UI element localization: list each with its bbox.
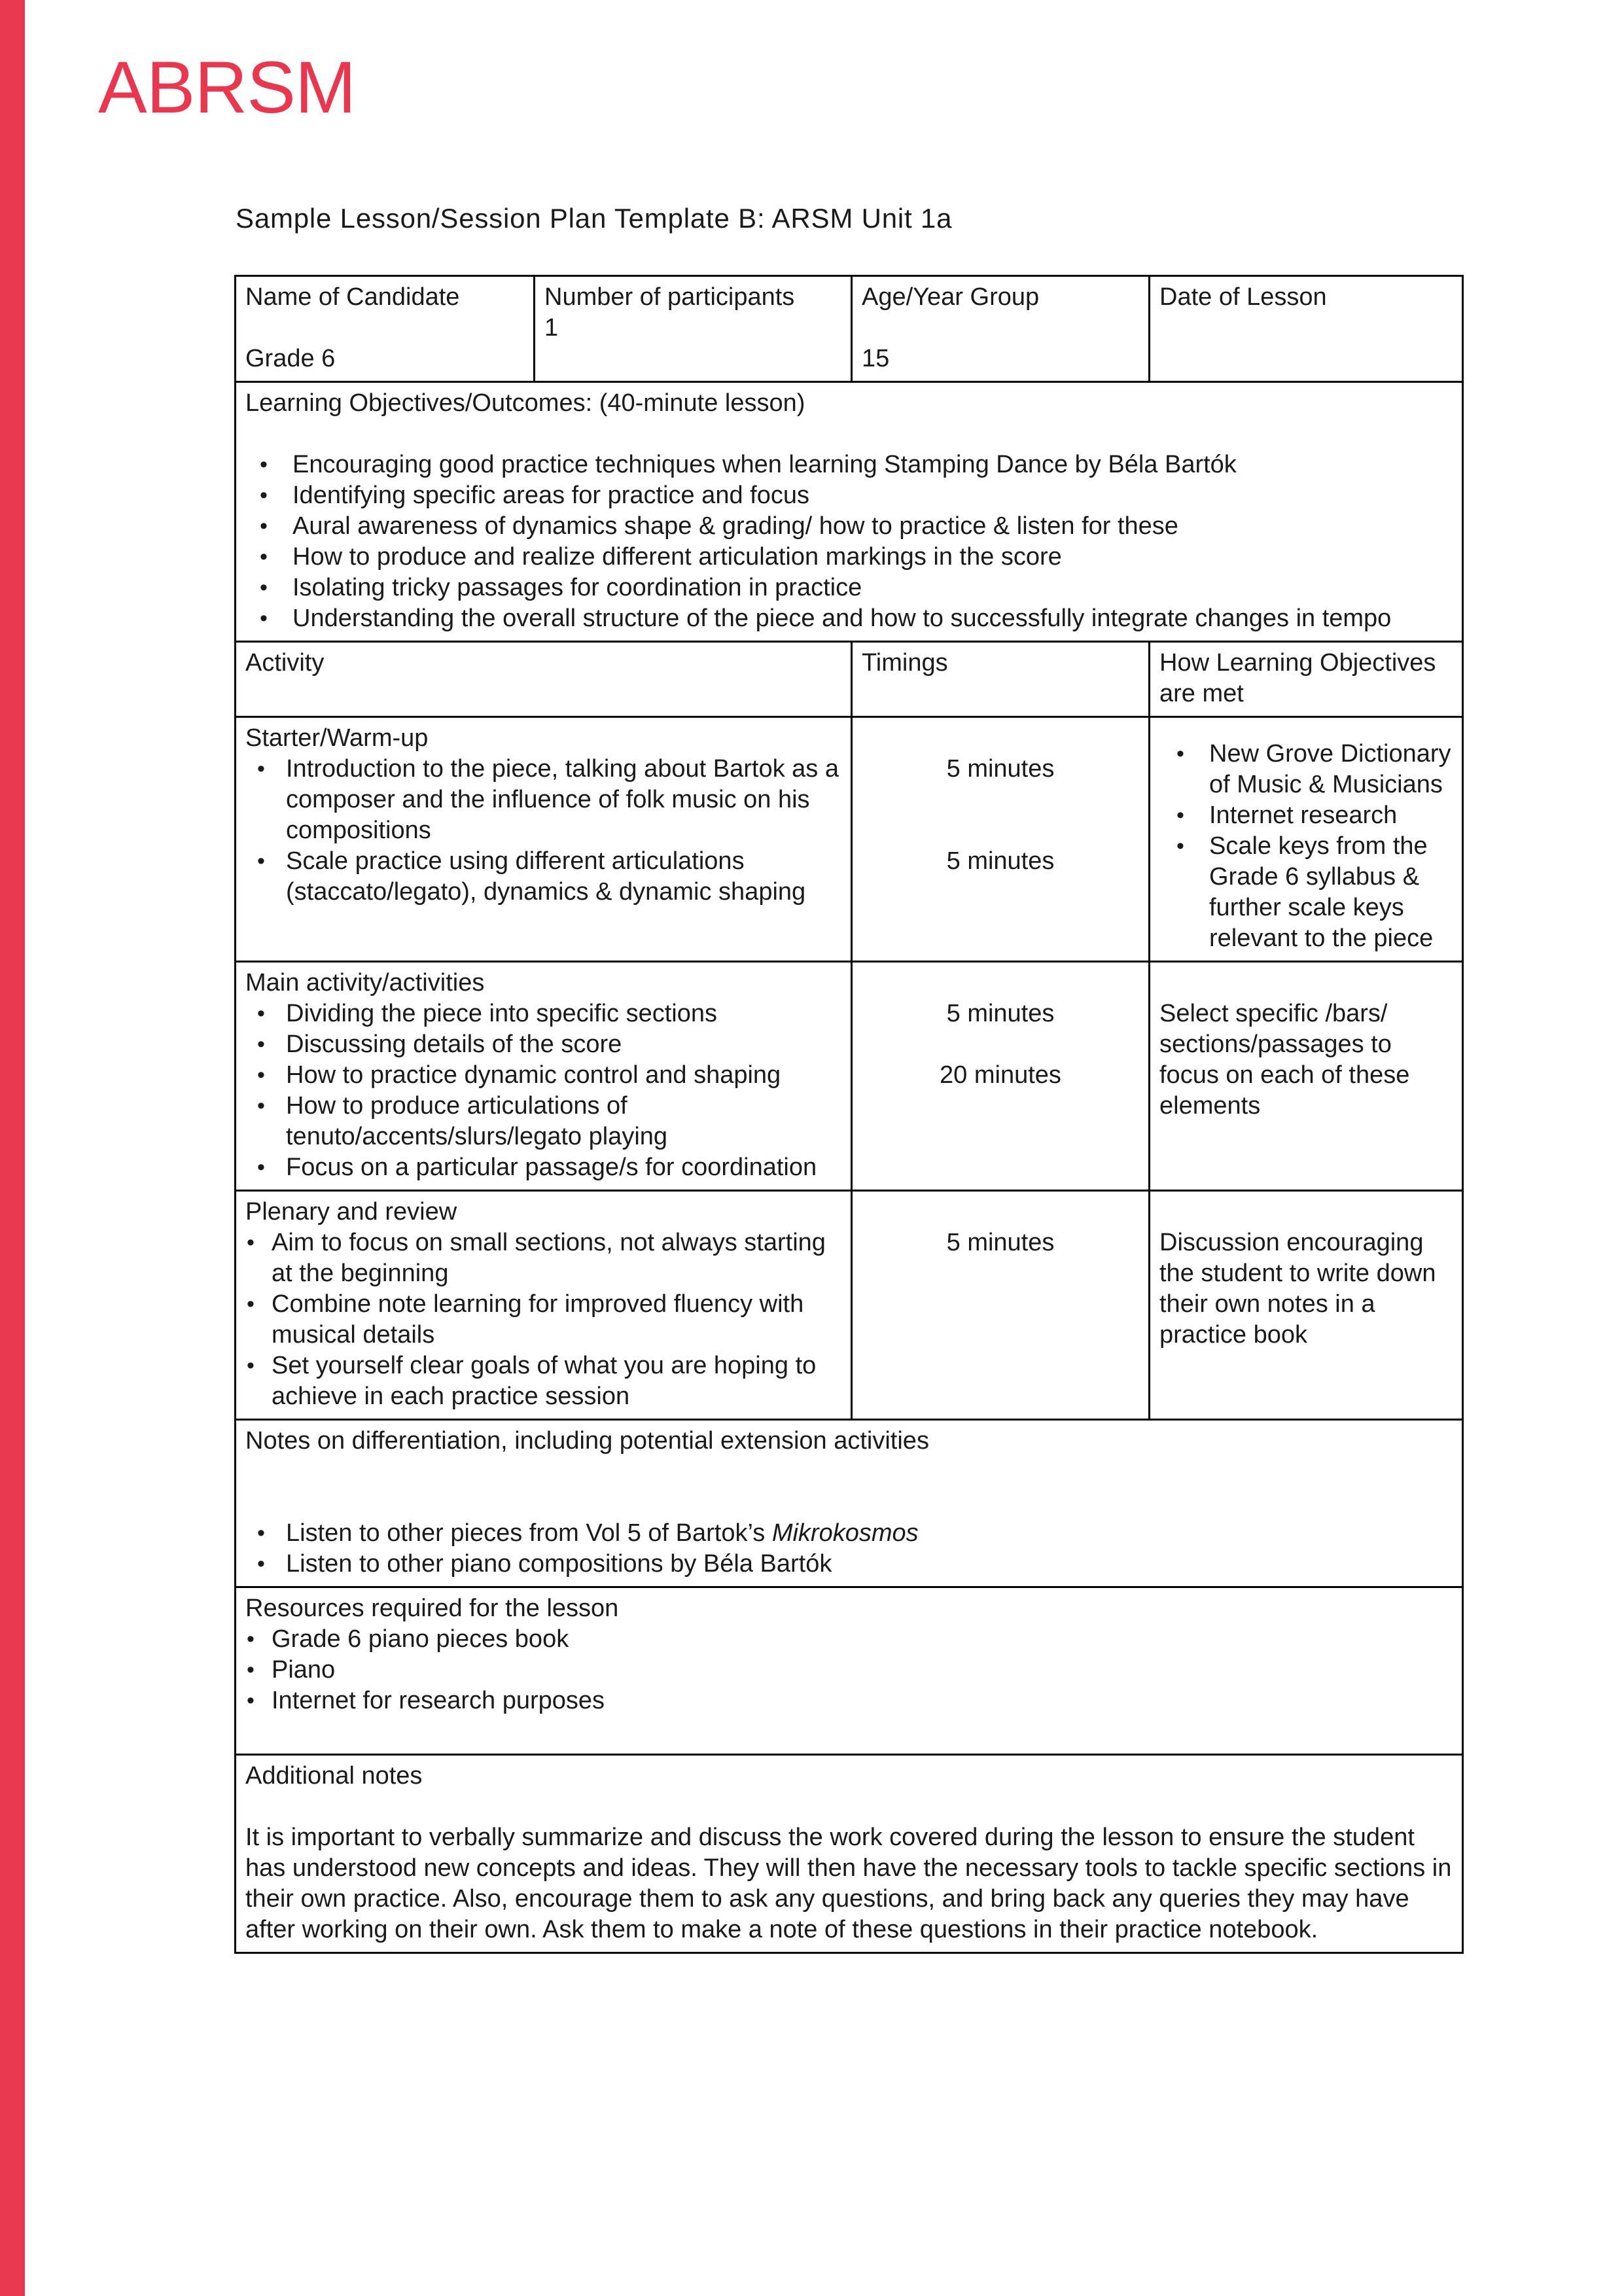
- list-item: • Piano: [272, 1655, 1453, 1686]
- main-section-title: Main activity/activities: [245, 969, 485, 997]
- cell-additional-notes: [236, 1755, 1463, 1953]
- page-title: Sample Lesson/Session Plan Template B: ARSM Unit 1a: [236, 203, 953, 234]
- number-of-participants-value: 1: [544, 314, 559, 342]
- list-item: • Set yourself clear goals of what you are hoping to achieve in each practice session: [272, 1351, 841, 1412]
- starter-section-title: Starter/Warm-up: [245, 724, 429, 752]
- resources-heading: Resources required for the lesson: [245, 1595, 619, 1622]
- name-of-candidate-value: Grade 6: [245, 345, 336, 372]
- table-row-additional-notes: [236, 1755, 1463, 1953]
- table-row-starter-warmup: [236, 717, 1463, 962]
- spacer: [1159, 723, 1453, 739]
- cell-main-activity: [236, 962, 852, 1191]
- list-item: • Identifying specific areas for practice and focus: [292, 480, 1453, 511]
- list-item: [286, 1518, 1453, 1549]
- cell-number-of-participants: [535, 276, 852, 382]
- timing-value: 5 minutes: [946, 1229, 1055, 1256]
- differentiation-item-1-prefix: Listen to other pieces from Vol 5 of Bartok’s: [286, 1519, 772, 1547]
- learning-objectives-heading: Learning Objectives/Outcomes: (40-minute lesson): [245, 389, 805, 417]
- cell-main-timings: [852, 962, 1150, 1191]
- list-item: • Listen to other piano compositions by Béla Bartók: [286, 1549, 1453, 1580]
- differentiation-item-1-title: Mikrokosmos: [771, 1519, 919, 1547]
- list-item: • Encouraging good practice techniques when learning Stamping Dance by Béla Bartók: [292, 450, 1453, 480]
- table-row-learning-objectives: [236, 382, 1463, 642]
- spacer: [245, 679, 841, 709]
- column-header-timings: [852, 642, 1150, 717]
- timing-value: 20 minutes: [940, 1061, 1061, 1089]
- list-item: • How to produce and realize different articulation markings in the score: [292, 542, 1453, 573]
- spacer: [245, 1792, 1453, 1822]
- age-year-group-value: 15: [862, 345, 890, 372]
- age-year-group-label: Age/Year Group: [862, 283, 1040, 311]
- table-row-resources: [236, 1587, 1463, 1755]
- table-row-activity-headers: [236, 642, 1463, 717]
- list-item: • New Grove Dictionary of Music & Musicians: [1209, 739, 1453, 800]
- spacer: [245, 1457, 1453, 1518]
- list-item: • Scale keys from the Grade 6 syllabus & further scale keys relevant to the piece: [1209, 831, 1453, 954]
- differentiation-heading: Notes on differentiation, including potential extension activities: [245, 1427, 929, 1455]
- list-item: • Internet research: [1209, 800, 1453, 831]
- spacer: [862, 1197, 1139, 1227]
- starter-how-met-list: [1159, 739, 1453, 954]
- cell-name-of-candidate: [236, 276, 535, 382]
- table-row-candidate-info: [236, 276, 1463, 382]
- table-row-main-activity: [236, 962, 1463, 1191]
- cell-plenary-timings: [852, 1191, 1150, 1420]
- spacer: [862, 723, 1139, 754]
- list-item: • Grade 6 piano pieces book: [272, 1624, 1453, 1655]
- list-item: • Scale practice using different articulations (staccato/legato), dynamics & dynamic shaping: [286, 846, 841, 908]
- timing-value: 5 minutes: [946, 847, 1055, 875]
- list-item: • How to produce articulations of tenuto/accents/slurs/legato playing: [286, 1091, 841, 1152]
- spacer: [862, 968, 1139, 998]
- cell-resources: [236, 1587, 1463, 1755]
- list-item: • Understanding the overall structure of the piece and how to successfully integrate changes in tempo: [292, 603, 1453, 634]
- list-item: • Introduction to the piece, talking about Bartok as a composer and the influence of folk music on his compositions: [286, 754, 841, 846]
- list-item: • Aural awareness of dynamics shape & grading/ how to practice & listen for these: [292, 511, 1453, 542]
- list-item: • Focus on a particular passage/s for coordination: [286, 1152, 841, 1183]
- learning-objectives-list: [245, 450, 1453, 634]
- list-item: • How to practice dynamic control and shaping: [286, 1060, 841, 1091]
- resources-list: [245, 1624, 1453, 1716]
- spacer: [1159, 1197, 1453, 1227]
- cell-plenary-activity: [236, 1191, 852, 1420]
- cell-starter-activity: [236, 717, 852, 962]
- lesson-plan-sheet: [234, 275, 1462, 1954]
- timing-value: 5 minutes: [946, 755, 1055, 783]
- cell-starter-timings: [852, 717, 1150, 962]
- spacer: [1159, 313, 1453, 344]
- main-activity-list: [245, 998, 841, 1183]
- brand-accent-bar: [0, 0, 25, 2296]
- spacer: [245, 419, 1453, 450]
- additional-notes-heading: Additional notes: [245, 1762, 423, 1790]
- spacer: [862, 313, 1139, 344]
- table-row-plenary-review: [236, 1191, 1463, 1420]
- cell-main-how-met: [1150, 962, 1463, 1191]
- cell-learning-objectives: [236, 382, 1463, 642]
- plenary-section-title: Plenary and review: [245, 1198, 457, 1226]
- spacer: [245, 313, 524, 344]
- spacer: [1159, 968, 1453, 998]
- abrsm-logo: ABRSM: [98, 46, 356, 128]
- how-met-header-label: How Learning Objectives are met: [1159, 649, 1436, 707]
- differentiation-list: [245, 1518, 1453, 1580]
- cell-starter-how-met: [1150, 717, 1463, 962]
- how-met-text: Discussion encouraging the student to write down their own notes in a practice book: [1159, 1229, 1436, 1349]
- name-of-candidate-label: Name of Candidate: [245, 283, 460, 311]
- list-item: • Internet for research purposes: [272, 1686, 1453, 1716]
- list-item: • Aim to focus on small sections, not always starting at the beginning: [272, 1227, 841, 1289]
- starter-activity-list: [245, 754, 841, 908]
- timings-header-label: Timings: [862, 649, 948, 677]
- list-item: • Dividing the piece into specific sections: [286, 998, 841, 1029]
- cell-age-year-group: [852, 276, 1150, 382]
- additional-notes-body: It is important to verbally summarize and discuss the work covered during the lesson to ensure the student has understood new concepts and ideas. They will then have the necessary tools to tackle specific sections in their own practice. Also, encourage them to ask any questions, and bring back any queries they may have after working on their own. Ask them to make a note of these questions in their practice notebook.: [245, 1824, 1452, 1943]
- activity-header-label: Activity: [245, 649, 325, 677]
- lesson-plan-table: [234, 275, 1464, 1954]
- cell-plenary-how-met: [1150, 1191, 1463, 1420]
- cell-date-of-lesson: [1150, 276, 1463, 382]
- column-header-activity: [236, 642, 852, 717]
- cell-differentiation: [236, 1420, 1463, 1587]
- how-met-text: Select specific /bars/ sections/passages to focus on each of these elements: [1159, 1000, 1410, 1120]
- list-item: • Discussing details of the score: [286, 1029, 841, 1060]
- spacer: [245, 1716, 1453, 1747]
- timing-value: 5 minutes: [946, 1000, 1055, 1027]
- number-of-participants-label: Number of participants: [544, 283, 795, 311]
- table-row-differentiation: [236, 1420, 1463, 1587]
- plenary-activity-list: [245, 1227, 841, 1412]
- column-header-how-met: [1150, 642, 1463, 717]
- list-item: • Combine note learning for improved fluency with musical details: [272, 1289, 841, 1351]
- list-item: • Isolating tricky passages for coordination in practice: [292, 573, 1453, 603]
- date-of-lesson-label: Date of Lesson: [1159, 283, 1327, 311]
